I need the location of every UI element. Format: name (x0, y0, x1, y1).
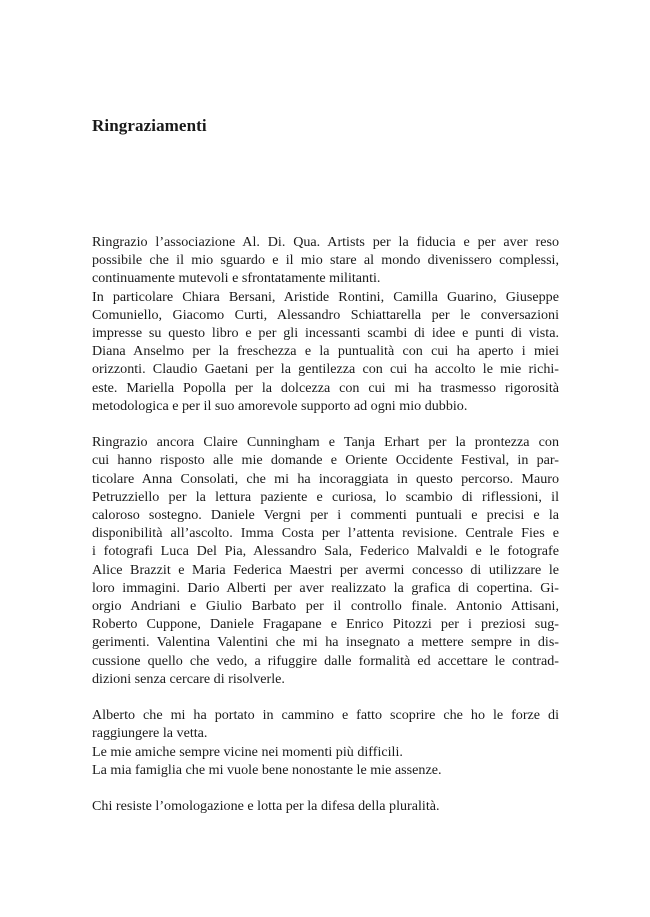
text-line: Roberto Cuppone, Daniele Fragapane e Enrico Pitozzi per i preziosi sug- (92, 616, 559, 633)
text-line: cussione quello che vedo, a rifuggire dalle formalità ed accettare le contrad- (92, 652, 559, 669)
text-line: Ringrazio ancora Claire Cunningham e Tanja Erhart per la prontezza con (92, 434, 559, 451)
text-line: Chi resiste l’omologazione e lotta per la difesa della pluralità. (92, 798, 440, 815)
text-line: Comuniello, Giacomo Curti, Alessandro Schiattarella per le conversazioni (92, 306, 559, 323)
paragraph-association (92, 233, 559, 288)
text-line: caloroso sostegno. Daniele Vergni per i commenti puntuali e precisi e la (92, 507, 559, 524)
acknowledgements-body (92, 233, 559, 815)
paragraph-alberto (92, 706, 559, 742)
text-line: possibile che il mio sguardo e il mio stare al mondo divenissero complessi, (92, 252, 559, 269)
text-line: disponibilità all’ascolto. Imma Costa per l’attenta revisione. Centrale Fies e (92, 525, 559, 542)
text-line: Le mie amiche sempre vicine nei momenti più difficili. (92, 743, 403, 760)
text-line: dizioni senza cercare di risolverle. (92, 670, 285, 687)
text-line: ticolare Anna Consolati, che mi ha incoraggiata in questo percorso. Mauro (92, 470, 559, 487)
paragraph-friends (92, 743, 559, 761)
text-line: Ringrazio l’associazione Al. Di. Qua. Artists per la fiducia e per aver reso (92, 234, 559, 250)
text-line: Alberto che mi ha portato in cammino e fatto scoprire che ho le forze di (92, 707, 559, 724)
text-line: Petruzziello per la lettura paziente e curiosa, lo scambio di riflessioni, il (92, 488, 559, 505)
text-line: orgio Andriani e Giulio Barbato per il controllo finale. Antonio Attisani, (92, 598, 559, 615)
text-line: Alice Brazzit e Maria Federica Maestri per avermi concesso di utilizzare le (92, 561, 559, 578)
paragraph-further-thanks (92, 433, 559, 688)
paragraph-plurality (92, 797, 559, 815)
paragraph-family (92, 761, 559, 779)
text-line: loro immagini. Dario Alberti per aver realizzato la grafica di copertina. Gi- (92, 579, 559, 596)
text-line: continuamente mutevoli e sfrontatamente militanti. (92, 270, 381, 287)
text-line: La mia famiglia che mi vuole bene nonostante le mie assenze. (92, 761, 442, 778)
text-line: Diana Anselmo per la freschezza e la puntualità con cui ha aperto i miei (92, 343, 559, 360)
paragraph-collaborators (92, 288, 559, 415)
text-line: i fotografi Luca Del Pia, Alessandro Sala, Federico Malvaldi e le fotografe (92, 543, 559, 560)
text-line: In particolare Chiara Bersani, Aristide Rontini, Camilla Guarino, Giuseppe (92, 288, 559, 305)
text-line: gerimenti. Valentina Valentini che mi ha insegnato a mettere sempre in dis- (92, 634, 559, 651)
text-line: orizzonti. Claudio Gaetani per la gentilezza con cui ha accolto le mie richi- (92, 361, 559, 378)
page-title: Ringraziamenti (92, 116, 207, 135)
text-line: impresse su questo libro e per gli incessanti scambi di idee e punti di vista. (92, 325, 559, 342)
text-line: cui hanno risposto alle mie domande e Oriente Occidente Festival, in par- (92, 452, 559, 469)
text-line: raggiungere la vetta. (92, 725, 208, 742)
text-line: este. Mariella Popolla per la dolcezza con cui mi ha trasmesso rigorosità (92, 379, 559, 396)
text-line: metodologica e per il suo amorevole supporto ad ogni mio dubbio. (92, 397, 468, 414)
